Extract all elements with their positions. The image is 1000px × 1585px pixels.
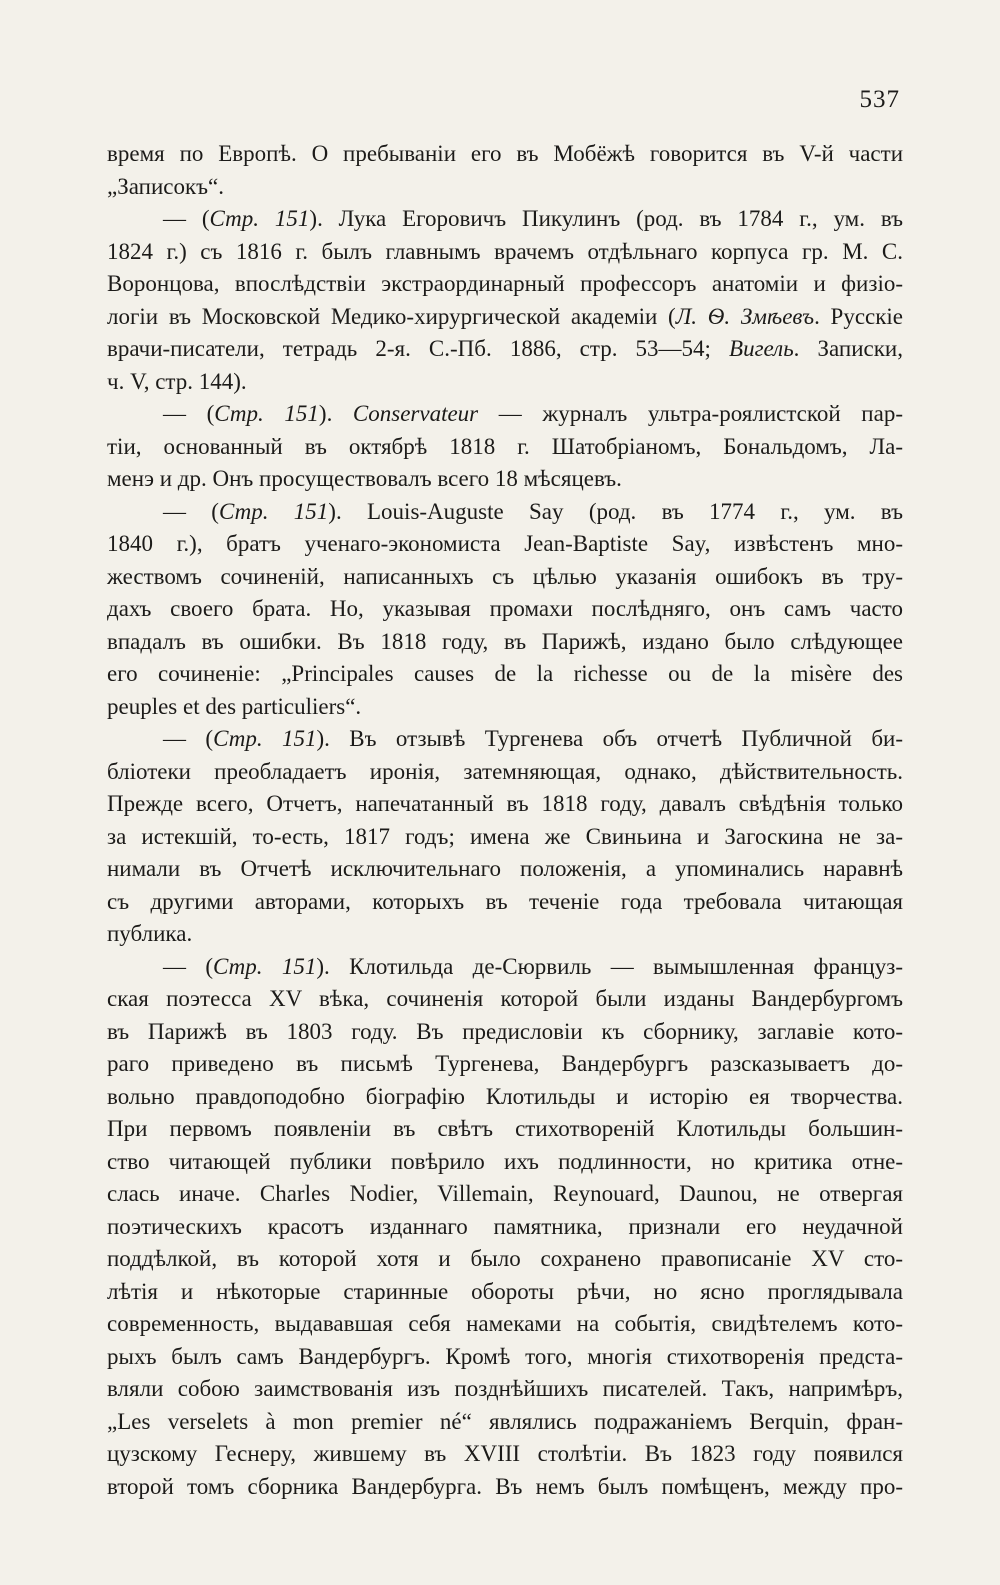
text-run: ч. V, стр. 144). (107, 368, 247, 394)
text-run: современность, выдававшая себя намеками на событія, свидѣтелемъ кото- (107, 1311, 903, 1336)
text-line (107, 1211, 903, 1244)
text-line (107, 918, 903, 951)
text-line (107, 1146, 903, 1179)
text-run: — ( (163, 953, 213, 979)
text-line (107, 1016, 903, 1049)
text-run: „Записокъ“. (107, 173, 224, 199)
text-run: вольно правдоподобно біографію Клотильды и исторію ея творчества. (107, 1083, 903, 1109)
text-run: менэ и др. Онъ просуществовалъ всего 18 мѣсяцевъ. (107, 466, 622, 491)
text-run: тіи, основанный въ октябрѣ 1818 г. Шатобріаномъ, Бональдомъ, Ла- (107, 433, 903, 459)
text-run: peuples et des particuliers“. (107, 693, 362, 719)
text-line (107, 691, 903, 724)
text-line (107, 496, 903, 529)
text-run: — ( (163, 401, 215, 426)
text-run: нимали въ Отчетѣ исключительнаго положенія, а упоминались наравнѣ (107, 856, 903, 881)
text-line (107, 138, 903, 171)
text-run: его сочиненіе: „Principales causes de la richesse ou de la misère des (107, 661, 903, 686)
text-run: за истекшій, то-есть, 1817 годъ; имена же Свиньина и Загоскина не за- (107, 823, 903, 849)
text-run: слась иначе. Charles Nodier, Villemain, Reynouard, Daunou, не отвергая (107, 1181, 903, 1206)
italic-text: Стр. 151 (218, 498, 329, 524)
text-line (107, 1178, 903, 1211)
text-line (107, 756, 903, 789)
text-line (107, 1406, 903, 1439)
text-line (107, 1438, 903, 1471)
text-line (107, 1276, 903, 1309)
text-run: Прежде всего, Отчетъ, напечатанный въ 1818 году, давалъ свѣдѣнія только (107, 791, 903, 816)
text-run: ская поэтесса XV вѣка, сочиненія которой были изданы Вандербургомъ (107, 986, 903, 1011)
text-run: время по Европѣ. О пребываніи его въ Мобёжѣ говорится въ V-й части (107, 141, 903, 166)
text-line (107, 821, 903, 854)
text-line (107, 1373, 903, 1406)
text-run: 1824 г.) съ 1816 г. былъ главнымъ врачемъ отдѣльнаго корпуса гр. М. С. (107, 238, 903, 264)
text-line (107, 333, 903, 366)
text-line (107, 1243, 903, 1276)
text-line (107, 366, 903, 399)
text-run: ). Въ отзывѣ Тургенева объ отчетѣ Публичной би- (316, 726, 903, 751)
text-run: — журналъ ультра-роялистской пар- (478, 401, 903, 426)
text-run: поддѣлкой, въ которой хотя и было сохранено правописаніе XV сто- (107, 1246, 903, 1271)
text-run: раго приведено въ письмѣ Тургенева, Вандербургъ разсказываетъ до- (107, 1051, 903, 1076)
text-run: ). Лука Егоровичъ Пикулинъ (род. въ 1784 г., ум. въ (309, 206, 903, 231)
text-run: въ Парижѣ въ 1803 году. Въ предисловіи къ сборнику, заглавіе кото- (107, 1018, 903, 1044)
text-line (107, 431, 903, 464)
body-text (107, 138, 903, 1503)
text-line (107, 268, 903, 301)
text-run: ). Louis-Auguste Say (род. въ 1774 г., ум. въ (328, 498, 903, 524)
italic-text: Стр. 151 (213, 953, 317, 979)
text-line (107, 463, 903, 496)
text-run: 1840 г.), братъ ученаго-экономиста Jean-Baptiste Say, извѣстенъ мно- (107, 531, 903, 556)
text-run: бліотеки преобладаетъ иронія, затемняющая, однако, дѣйствительность. (107, 758, 903, 784)
text-line (107, 983, 903, 1016)
text-run: Воронцова, впослѣдствіи экстраординарный профессоръ анатоміи и физіо- (107, 271, 903, 296)
text-run: вляли собою заимствованія изъ позднѣйшихъ писателей. Такъ, напримѣръ, (107, 1376, 903, 1401)
text-line (107, 853, 903, 886)
text-run: поэтическихъ красотъ изданнаго памятника, признали его неудачной (107, 1213, 903, 1239)
text-line (107, 723, 903, 756)
text-run: дахъ своего брата. Но, указывая промахи послѣдняго, онъ самъ часто (107, 596, 903, 621)
text-run: впадалъ въ ошибки. Въ 1818 году, въ Парижѣ, издано было слѣдующее (107, 628, 903, 654)
text-run: ). Клотильда де-Сюрвиль — вымышленная француз- (316, 953, 903, 979)
text-line (107, 626, 903, 659)
italic-text: Conservateur (352, 401, 479, 426)
text-run: . Записки, (793, 336, 903, 361)
text-line (107, 171, 903, 204)
text-run: ). (318, 401, 353, 426)
text-line (107, 236, 903, 269)
text-run: — ( (163, 498, 219, 524)
text-run: второй томъ сборника Вандербурга. Въ немъ былъ помѣщенъ, между про- (107, 1473, 903, 1499)
text-line (107, 886, 903, 919)
text-line (107, 1081, 903, 1114)
text-run: ство читающей публики повѣрило ихъ подлинности, но критика отне- (107, 1148, 903, 1174)
text-line (107, 203, 903, 236)
text-run: — ( (163, 726, 214, 751)
text-run: рыхъ былъ самъ Вандербургъ. Кромѣ того, многія стихотворенія предста- (107, 1343, 903, 1369)
italic-text: Вигель (729, 336, 794, 361)
text-run: врачи-писатели, тетрадь 2-я. С.-Пб. 1886, стр. 53—54; (107, 336, 730, 361)
text-line (107, 788, 903, 821)
text-run: При первомъ появленіи въ свѣтъ стихотвореній Клотильды большин- (107, 1116, 903, 1141)
italic-text: Стр. 151 (213, 726, 317, 751)
text-line (107, 1048, 903, 1081)
text-line (107, 1113, 903, 1146)
text-line (107, 593, 903, 626)
text-run: публика. (107, 921, 193, 946)
text-line (107, 528, 903, 561)
text-line (107, 951, 903, 984)
text-line (107, 1308, 903, 1341)
text-line (107, 1341, 903, 1374)
italic-text: Л. Ѳ. Змѣевъ (675, 303, 815, 329)
page-number: 537 (859, 86, 900, 113)
text-run: логіи въ Московской Медико-хирургической академіи ( (107, 303, 676, 329)
text-line (107, 561, 903, 594)
text-line (107, 658, 903, 691)
text-line (107, 301, 903, 334)
text-run: „Les verselets à mon premier né“ являлись подражаніемъ Berquin, фран- (107, 1408, 903, 1434)
text-run: — ( (163, 206, 210, 231)
text-run: съ другими авторами, которыхъ въ теченіе года требовала читающая (107, 888, 903, 914)
italic-text: Стр. 151 (214, 401, 319, 426)
italic-text: Стр. 151 (209, 206, 310, 231)
text-line (107, 1471, 903, 1504)
text-run: цузскому Геснеру, жившему въ XVIII столѣтіи. Въ 1823 году появился (107, 1441, 903, 1466)
text-line (107, 398, 903, 431)
text-run: жествомъ сочиненій, написанныхъ съ цѣлью указанія ошибокъ въ тру- (107, 563, 903, 589)
text-run: . Русскіе (814, 303, 904, 329)
text-run: лѣтія и нѣкоторые старинные обороты рѣчи, но ясно проглядывала (107, 1278, 903, 1304)
